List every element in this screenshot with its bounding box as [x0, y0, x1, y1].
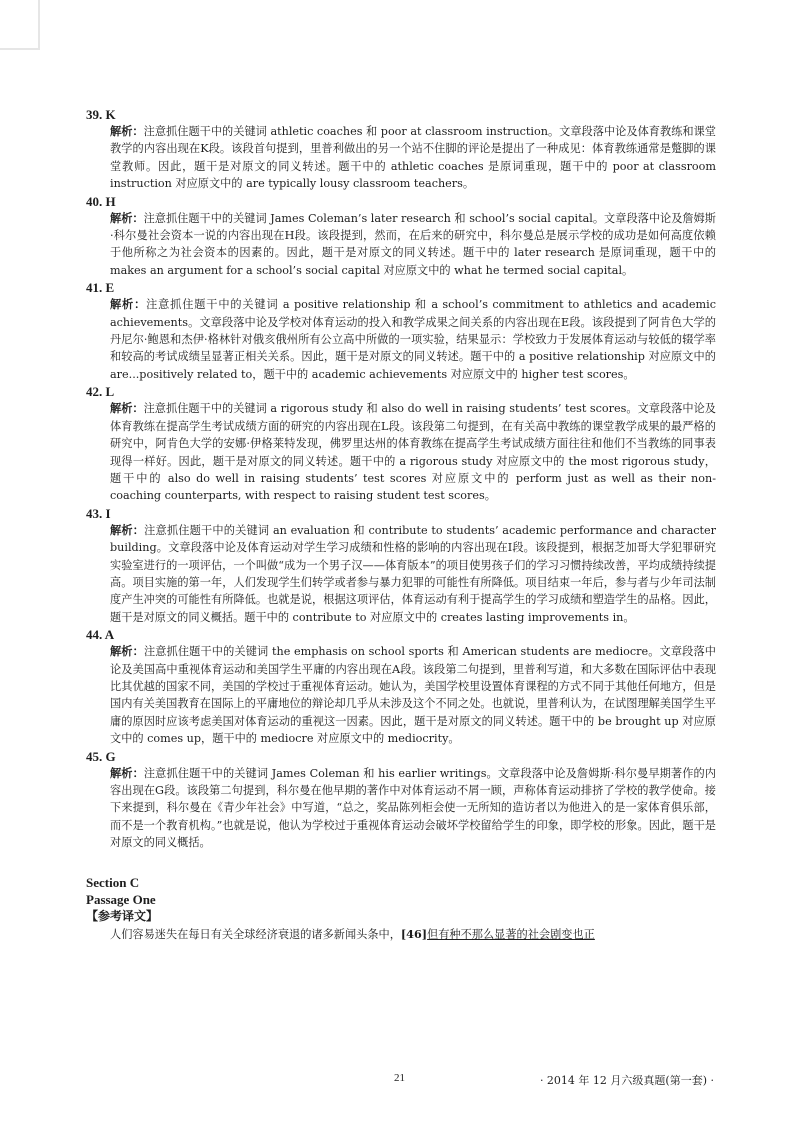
reference-heading: 【参考译文】: [86, 908, 159, 923]
main-content: [86, 106, 716, 944]
answer-item: [86, 106, 716, 193]
passage-heading: Passage One: [86, 891, 156, 907]
explanation-text: 注意抓住题干中的关键词 a rigorous study 和 also do well in raising students’ test scores。文章段落中论及体育教练在提高学生考试成绩方面的研究的内容出现在L段。该段第二句提到，在有关高中教练的课堂教学成果的最严格的研究中，阿肯色大学的安娜·伊格莱特发现，佛罗里达州的体育教练在提高学生考试成绩方面往往和他们不当教练的同事表现得一样好。因此，题干是对原文的同义转述。题干中的 a rigorous study 对应原文中的 the most rigorous study，题干中的 also do well in raising students’ test scores 对应原文中的 perform just as well as their non-coaching counterparts, with respect to raising student test scores。: [110, 402, 716, 503]
question-number: 40. H: [86, 193, 116, 209]
explanation-label: 解析：: [110, 124, 144, 138]
translation-text: 人们容易迷失在每日有关全球经济衰退的诸多新闻头条中，: [110, 927, 401, 941]
explanation-text: 注意抓住题干中的关键词 James Coleman 和 his earlier writings。文章段落中论及詹姆斯·科尔曼早期著作的内容出现在G段。该段第二句提到，科尔曼在他早期的著作中对体育运动不屑一顾，声称体育运动排挤了学校的教学使命。接下来提到，科尔曼在《青少年社会》中写道，“总之，奖品陈列柜会使一无所知的造访者以为他进入的是一家体育俱乐部，而不是一个教育机构。”也就是说，他认为学校过于重视体育运动会破坏学校留给学生的印象，即学校的形象。因此，题干是对原文的同义概括。: [110, 766, 716, 850]
explanation-label: 解析：: [110, 644, 144, 659]
question-number: 44. A: [86, 627, 115, 643]
explanation: [110, 123, 716, 193]
explanation-text: 注意抓住题干中的关键词 an evaluation 和 contribute to students’ academic performance and character building。文章段落中论及体育运动对学生学习成绩和性格的影响的内容出现在I段。该段提到，根据芝加哥大学犯罪研究实验室进行的一项评估，一个叫做“成为一个男子汉——体育版本”的项目使男孩子们的学习习惯持续改善，平均成绩持续提高。项目实施的第一年，人们发现学生们转学或者参与暴力犯罪的可能性有所降低。项目结束一年后，参与者与少年司法制度产生冲突的可能性有所降低。也就是说，根据这项评估，体育运动有利于提高学生的学习成绩和塑造学生的品格。因此，题干是对原文的同义概括。题干中的 contribute to 对应原文中的 creates lasting improvements in。: [110, 523, 716, 624]
explanation-label: 解析：: [110, 401, 144, 416]
section-heading: Section C: [86, 874, 140, 890]
answer-item: [86, 383, 716, 504]
question-marker: [46]: [400, 926, 428, 941]
question-number: 42. L: [86, 384, 115, 400]
question-number: 39. K: [86, 107, 116, 122]
answer-list: [86, 106, 716, 852]
explanation-label: 解析：: [110, 210, 144, 225]
answer-item: [86, 193, 716, 280]
explanation: [110, 400, 716, 504]
explanation: [110, 522, 716, 626]
explanation-text: 注意抓住题干中的关键词 athletic coaches 和 poor at classroom instruction。文章段落中论及体育教练和课堂教学的内容出现在K段。该段首句提到，里普利做出的另一个站不住脚的评论是提出了一种成见：体育教练通常是蹩脚的课堂教师。因此，题干是对原文的同义转述。题干中的 athletic coaches 是原词重现，题干中的 poor at classroom instruction 对应原文中的 are typically lousy classroom teachers。: [110, 125, 716, 191]
logo-mark: [0, 0, 40, 50]
answer-item: [86, 505, 716, 626]
translation-paragraph: [86, 925, 716, 944]
underlined-sentence: 但有种不那么显著的社会剧变也正: [427, 927, 595, 941]
explanation-label: 解析：: [110, 297, 147, 312]
answer-item: [86, 748, 716, 852]
explanation-text: 注意抓住题干中的关键词 the emphasis on school sports 和 American students are mediocre。文章段落中论及美国高中重视体育运动和美国学生平庸的内容出现在A段。该段第二句提到，里普利写道，和大多数在国际评估中表现比其优越的国家不同，美国的学校过于重视体育运动。她认为，美国学校里设置体育课程的方式不同于其他任何地方，但是国内有关美国教育在国际上的平庸地位的辩论却几乎从未涉及这个不同之处。也就说，里普利认为，在试图理解美国学生平庸的原因时应该考虑美国对体育运动的重视这一因素。因此，题干是对原文的同义转述。题干中的 be brought up 对应原文中的 comes up，题干中的 mediocre 对应原文中的 mediocrity。: [110, 645, 716, 746]
explanation: [110, 643, 716, 747]
explanation: [110, 296, 716, 383]
explanation: [110, 765, 716, 852]
page-number: 21: [394, 1072, 405, 1084]
question-number: 41. E: [86, 280, 115, 296]
answer-item: [86, 626, 716, 747]
explanation-text: 注意抓住题干中的关键词 a positive relationship 和 a school’s commitment to athletics and academic achievements。文章段落中论及学校对体育运动的投入和教学成果之间关系的内容出现在E段。该段提到了阿肯色大学的丹尼尔·鲍恩和杰伊·格林针对俄亥俄州所有公立高中所做的一项实验，结果显示：学校致力于发展体育运动与较低的辍学率和较高的考试成绩呈显著正相关关系。因此，题干是对原文的同义转述。题干中的 a positive relationship 对应原文中的 are...positively related to，题干中的 academic achievements 对应原文中的 higher test scores。: [110, 298, 716, 381]
explanation-label: 解析：: [110, 765, 144, 780]
question-number: 45. G: [86, 748, 116, 764]
exam-title: · 2014 年 12 月六级真题(第一套) ·: [539, 1074, 714, 1087]
answer-item: [86, 279, 716, 383]
explanation: [110, 210, 716, 280]
explanation-label: 解析：: [110, 522, 145, 537]
explanation-text: 注意抓住题干中的关键词 James Coleman’s later research 和 school’s social capital。文章段落中论及詹姆斯·科尔曼社会资本一说的内容出现在H段。该段提到，然而，在后来的研究中，科尔曼总是展示学校的成功是如何高度依赖于他所称之为社会资本的因素的。因此，题干是对原文的同义转述。题干中的 later research 是原词重现，题干中的 makes an argument for a school’s social capital 对应原文中的 what he termed social capital。: [110, 211, 716, 277]
question-number: 43. I: [86, 505, 111, 521]
